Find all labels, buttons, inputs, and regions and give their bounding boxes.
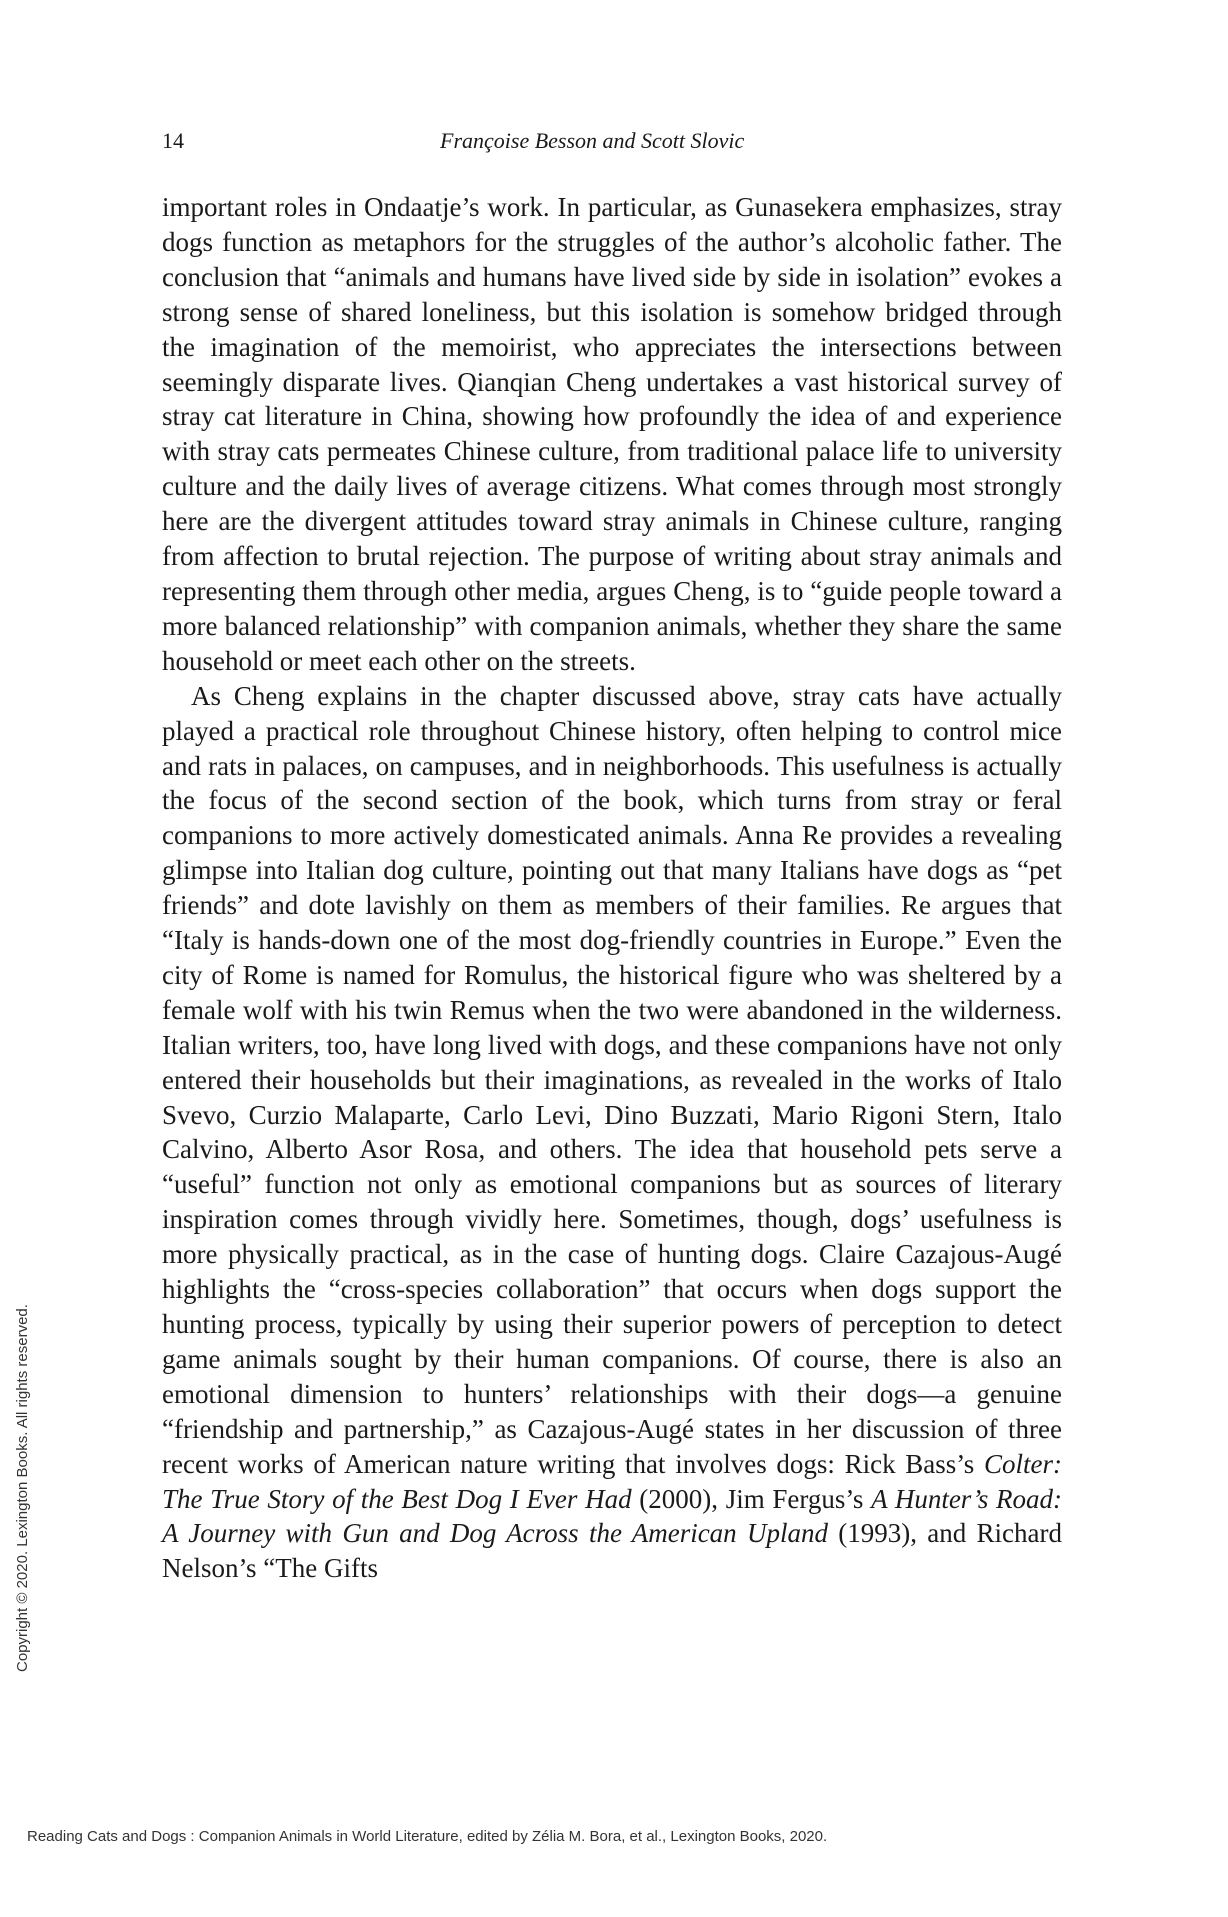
page-number: 14: [162, 128, 184, 153]
page-header: [162, 128, 1062, 162]
paragraph-2-text-part-3: (1993), and Richard Nelson’s “The Gifts: [162, 1518, 1062, 1584]
paragraph-1: [162, 190, 1062, 679]
book-title-hunters-road: A Hunter’s Road: A Journey with Gun and Dog Across the American Upland: [162, 1483, 1062, 1549]
footer-citation: Reading Cats and Dogs : Companion Animals in World Literature, edited by Zélia M. Bora, et al., Lexington Books, 2020.: [27, 1828, 828, 1845]
paragraph-2-text-part-2: (2000), Jim Fergus’s: [631, 1483, 872, 1514]
running-head: Françoise Besson and Scott Slovic: [440, 128, 745, 153]
paragraph-2: [162, 679, 1062, 1587]
body-text: [162, 190, 1062, 1586]
copyright-notice: Copyright © 2020. Lexington Books. All rights reserved.: [14, 1304, 31, 1672]
paragraph-2-text-part-1: As Cheng explains in the chapter discussed above, stray cats have actually played a practical role throughout Chinese history, often helping to control mice and rats in palaces, on campuses, and in neighborhoods. This usefulness is actually the focus of the second section of the book, which turns from stray or feral companions to more actively domesticated animals. Anna Re provides a revealing glimpse into Italian dog culture, pointing out that many Italians have dogs as “pet friends” and dote lavishly on them as members of their families. Re argues that “Italy is hands-down one of the most dog-friendly countries in Europe.” Even the city of Rome is named for Romulus, the historical figure who was sheltered by a female wolf with his twin Remus when the two were abandoned in the wilderness. Italian writers, too, have long lived with dogs, and these companions have not only entered their households but their imaginations, as revealed in the works of Italo Svevo, Curzio Malaparte, Carlo Levi, Dino Buzzati, Mario Rigoni Stern, Italo Calvino, Alberto Asor Rosa, and others. The idea that household pets serve a “useful” function not only as emotional companions but as sources of literary inspiration comes through vividly here. Sometimes, though, dogs’ usefulness is more physically practical, as in the case of hunting dogs. Claire Cazajous-Augé highlights the “cross-species collaboration” that occurs when dogs support the hunting process, typically by using their superior powers of perception to detect game animals sought by their human companions. Of course, there is also an emotional dimension to hunters’ relationships with their dogs—a genuine “friendship and partnership,” as Cazajous-Augé states in her discussion of three recent works of American nature writing that involves dogs: Rick Bass’s: [162, 680, 1062, 1479]
paragraph-1-text: important roles in Ondaatje’s work. In particular, as Gunasekera emphasizes, stray dogs function as metaphors for the struggles of the author’s alcoholic father. The conclusion that “animals and humans have lived side by side in isolation” evokes a strong sense of shared loneliness, but this isolation is somehow bridged through the imagination of the memoirist, who appreciates the intersections between seemingly disparate lives. Qianqian Cheng undertakes a vast historical survey of stray cat literature in China, showing how profoundly the idea of and experience with stray cats permeates Chinese culture, from traditional palace life to university culture and the daily lives of average citizens. What comes through most strongly here are the divergent attitudes toward stray animals in Chinese culture, ranging from affection to brutal rejection. The purpose of writing about stray animals and representing them through other media, argues Cheng, is to “guide people toward a more balanced relationship” with companion animals, whether they share the same household or meet each other on the streets.: [162, 192, 1062, 676]
book-title-colter: Colter: The True Story of the Best Dog I Ever Had: [162, 1448, 1062, 1514]
